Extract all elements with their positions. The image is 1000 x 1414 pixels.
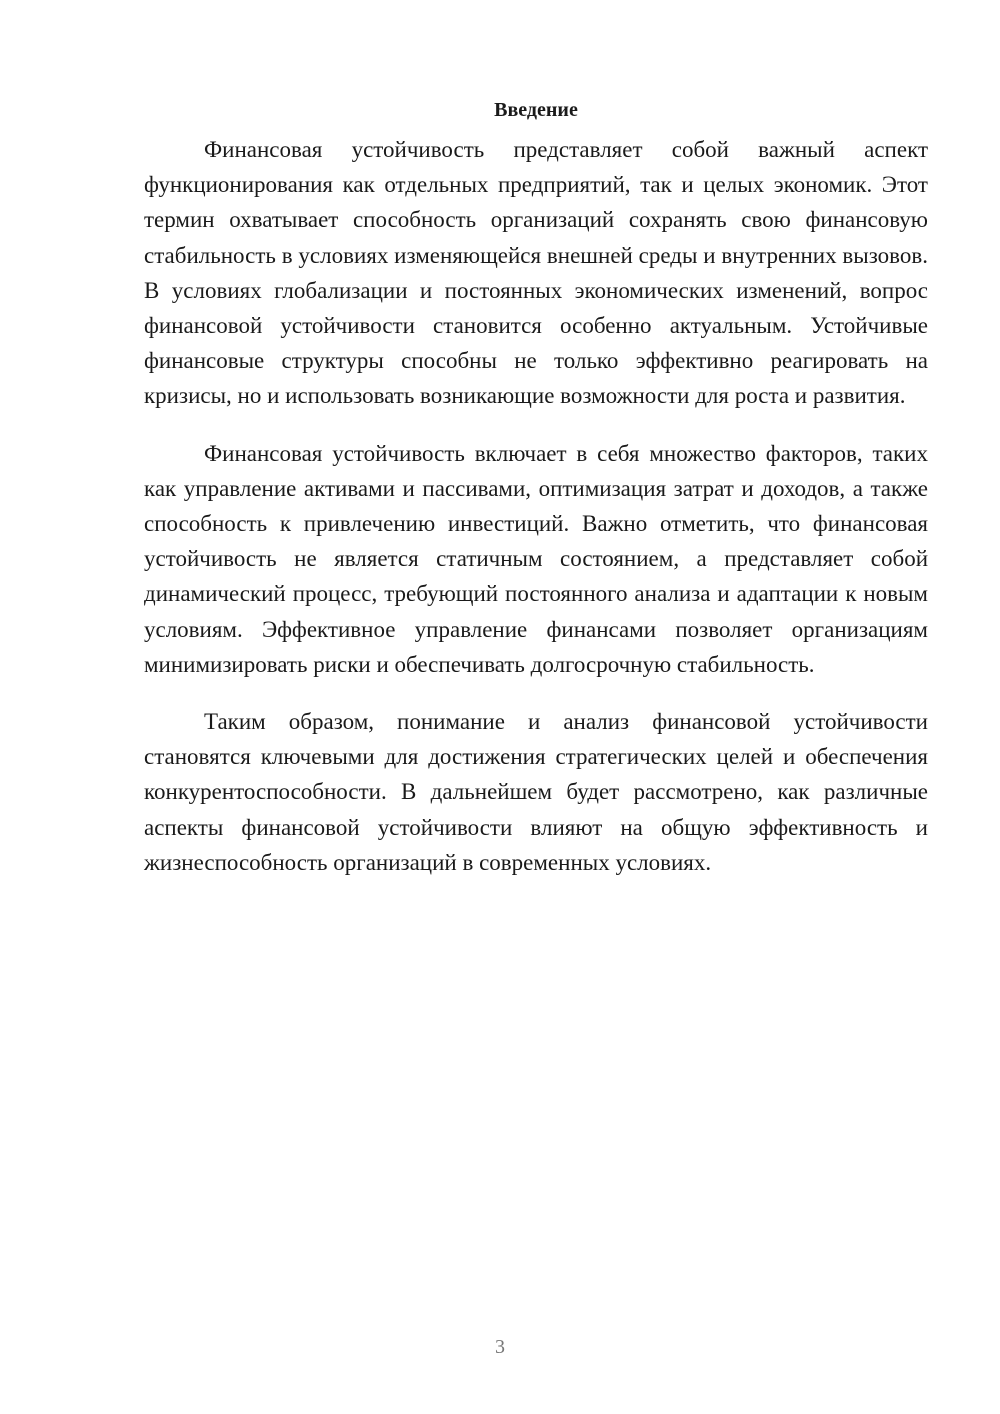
section-heading: Введение <box>494 99 578 121</box>
paragraph-1: Финансовая устойчивость представляет собой важный аспект функционирования как отдельных предприятий, так и целых экономик. Этот термин охватывает способность организаций сохранять свою финансовую стабильность в условиях изменяющейся внешней среды и внутренних вызовов. В условиях глобализации и постоянных экономических изменений, вопрос финансовой устойчивости становится особенно актуальным. Устойчивые финансовые структуры способны не только эффективно реагировать на кризисы, но и использовать возникающие возможности для роста и развития. <box>144 137 928 409</box>
document-page <box>144 96 928 902</box>
paragraph-2: Финансовая устойчивость включает в себя множество факторов, таких как управление активами и пассивами, оптимизация затрат и доходов, а также способность к привлечению инвестиций. Важно отметить, что финансовая устойчивость не является статичным состоянием, а представляет собой динамический процесс, требующий постоянного анализа и адаптации к новым условиям. Эффективное управление финансами позволяет организациям минимизировать риски и обеспечивать долгосрочную стабильность. <box>144 440 928 677</box>
paragraph-3: Таким образом, понимание и анализ финансовой устойчивости становятся ключевыми для достижения стратегических целей и обеспечения конкурентоспособности. В дальнейшем будет рассмотрено, как различные аспекты финансовой устойчивости влияют на общую эффективность и жизнеспособность организаций в современных условиях. <box>144 709 928 875</box>
page-number: 3 <box>495 1336 505 1358</box>
